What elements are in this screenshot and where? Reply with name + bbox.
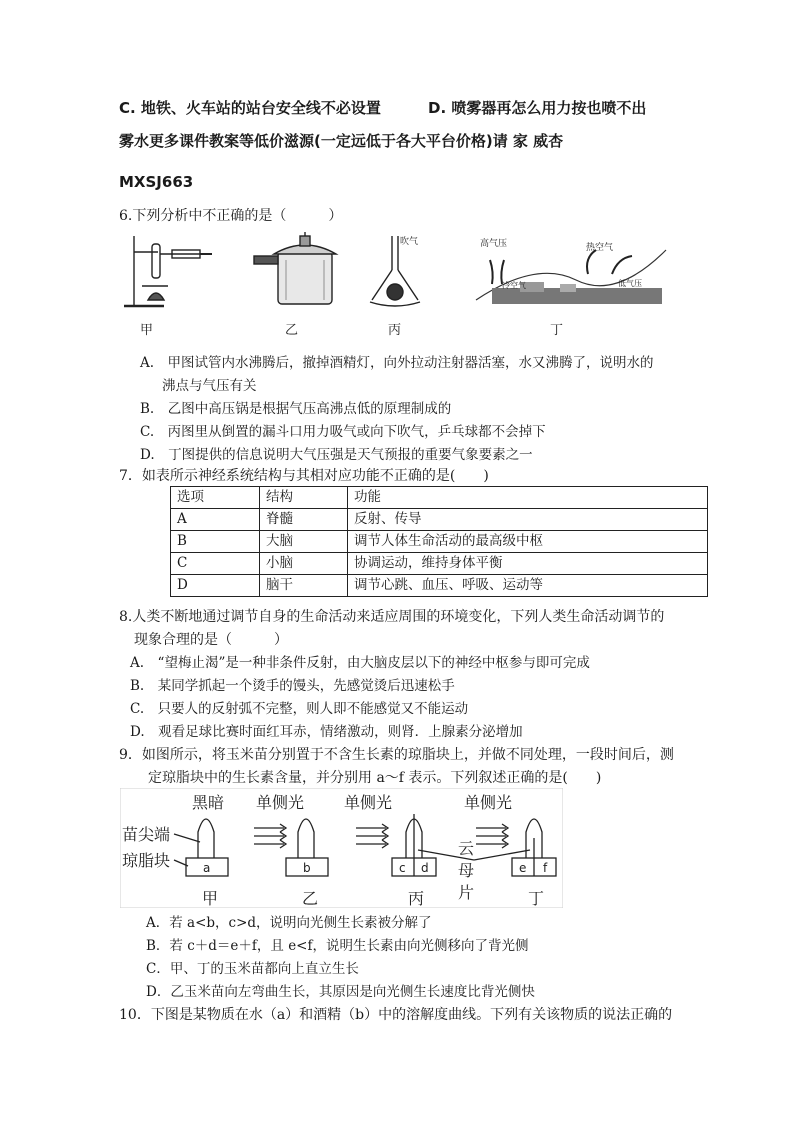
option-d-text: D. 喷雾器再怎么用力按也喷不出 — [428, 99, 647, 117]
table-cell: 调节心跳、血压、呼吸、运动等 — [348, 575, 708, 597]
agar-label: 琼脂块 — [122, 851, 171, 870]
block-a: a — [203, 861, 211, 875]
q6-cold-text: 冷空气 — [502, 281, 526, 290]
table-row — [171, 553, 708, 575]
table-cell: B — [171, 531, 260, 553]
q9-label-bing: 丙 — [408, 889, 425, 908]
q9-label-yi: 乙 — [302, 889, 319, 908]
table-row — [171, 531, 708, 553]
q6-label-jia: 甲 — [140, 323, 154, 338]
q8-option-d: D. 观看足球比赛时面红耳赤，情绪激动，则肾．上腺素分泌增加 — [130, 724, 523, 740]
q6-figure — [120, 230, 680, 342]
q6-option-c: C. 丙图里从倒置的漏斗口用力吸气或向下吹气，乒乓球都不会掉下 — [140, 424, 546, 440]
q6-hot-text: 热空气 — [586, 243, 614, 253]
q9-figure — [120, 788, 563, 908]
q6-option-a-cont: 沸点与气压有关 — [162, 378, 257, 394]
table-cell: 脊髓 — [260, 509, 348, 531]
promo-code: MXSJ663 — [119, 173, 194, 191]
q7-stem: 7．如表所示神经系统结构与其相对应功能不正确的是( ) — [119, 468, 489, 484]
block-d: d — [421, 861, 429, 875]
q6-high-text: 高气压 — [480, 239, 508, 249]
q6-low-text: 低气压 — [618, 279, 642, 288]
q6-option-a: A. 甲图试管内水沸腾后，撤掉酒精灯，向外拉动注射器活塞，水又沸腾了，说明水的 — [140, 355, 654, 371]
option-c-text: C. 地铁、火车站的站台安全线不必设置 — [119, 99, 381, 117]
q6-stem: 6.下列分析中不正确的是（ ） — [119, 208, 343, 224]
table-header-cell: 选项 — [171, 487, 260, 509]
table-header-cell: 结构 — [260, 487, 348, 509]
q10-stem: 10．下图是某物质在水（a）和酒精（b）中的溶解度曲线。下列有关该物质的说法正确的 — [119, 1007, 673, 1023]
table-cell: 小脑 — [260, 553, 348, 575]
light-arrows-ding — [476, 824, 508, 848]
light-label-bing: 单侧光 — [344, 793, 393, 812]
q6-figure-bing — [370, 235, 420, 306]
q6-figure-ding — [476, 237, 666, 304]
table-cell: D — [171, 575, 260, 597]
q9-stem: 9．如图所示，将玉米苗分别置于不含生长素的琼脂块上，并做不同处理，一段时间后，测 — [119, 747, 674, 763]
q9-label-jia: 甲 — [202, 889, 219, 908]
q9-option-d: D．乙玉米苗向左弯曲生长，其原因是向光侧生长速度比背光侧快 — [146, 984, 535, 1000]
q8-option-b: B. 某同学抓起一个烫手的馒头，先感觉烫后迅速松手 — [130, 678, 455, 694]
q9-option-a: A．若 a<b，c>d，说明向光侧生长素被分解了 — [146, 915, 432, 931]
q6-option-b: B. 乙图中高压锅是根据气压高沸点低的原理制成的 — [140, 401, 452, 417]
mica-char-2: 母 — [458, 861, 475, 880]
q9-option-c: C．甲、丁的玉米苗都向上直立生长 — [146, 961, 359, 977]
table-cell: 反射、传导 — [348, 509, 708, 531]
table-header-cell: 功能 — [348, 487, 708, 509]
q8-stem: 8.人类不断地通过调节自身的生命活动来适应周围的环境变化，下列人类生命活动调节的 — [119, 609, 665, 625]
light-label-yi: 单侧光 — [256, 793, 305, 812]
block-c: c — [399, 861, 406, 875]
mica-char-3: 片 — [458, 883, 475, 902]
light-label-ding: 单侧光 — [464, 793, 513, 812]
table-cell: A — [171, 509, 260, 531]
q6-option-d: D. 丁图提供的信息说明大气压强是天气预报的重要气象要素之一 — [140, 447, 533, 463]
q8-option-a: A. “望梅止渴”是一种非条件反射，由大脑皮层以下的神经中枢参与即可完成 — [130, 655, 590, 671]
q6-label-yi: 乙 — [285, 323, 299, 338]
q9-label-ding: 丁 — [528, 889, 545, 908]
light-arrows-yi — [254, 824, 286, 848]
q9-option-b: B．若 c＋d＝e＋f，且 e<f，说明生长素由向光侧移向了背光侧 — [146, 938, 529, 954]
table-cell: 脑干 — [260, 575, 348, 597]
table-row — [171, 575, 708, 597]
table-cell: 调节人体生命活动的最高级中枢 — [348, 531, 708, 553]
table-row — [171, 509, 708, 531]
q6-label-bing: 丙 — [388, 323, 402, 338]
table-header-row — [171, 487, 708, 509]
q9-stem-cont: 定琼脂块中的生长素含量，并分别用 a～f 表示。下列叙述正确的是( ) — [148, 770, 602, 786]
promo-line: 雾水更多课件教案等低价滋源(一定远低于各大平台价格)请 家 威杏 — [119, 132, 564, 150]
dark-label: 黑暗 — [192, 793, 225, 812]
q8-stem-cont: 现象合理的是（ ） — [134, 632, 288, 648]
q6-figure-jia — [124, 236, 212, 306]
light-arrows-bing — [356, 824, 388, 848]
table-cell: 协调运动，维持身体平衡 — [348, 553, 708, 575]
tip-label: 苗尖端 — [122, 825, 171, 844]
block-e: e — [519, 861, 527, 875]
block-b: b — [303, 861, 311, 875]
q8-option-c: C. 只要人的反射弧不完整，则人即不能感觉又不能运动 — [130, 701, 469, 717]
mica-char-1: 云 — [458, 839, 475, 858]
table-cell: C — [171, 553, 260, 575]
block-f: f — [543, 861, 548, 875]
q6-label-ding: 丁 — [550, 323, 564, 338]
table-cell: 大脑 — [260, 531, 348, 553]
q6-blow-text: 吹气 — [400, 237, 419, 247]
q7-table — [170, 486, 708, 597]
q6-figure-yi — [254, 232, 336, 304]
